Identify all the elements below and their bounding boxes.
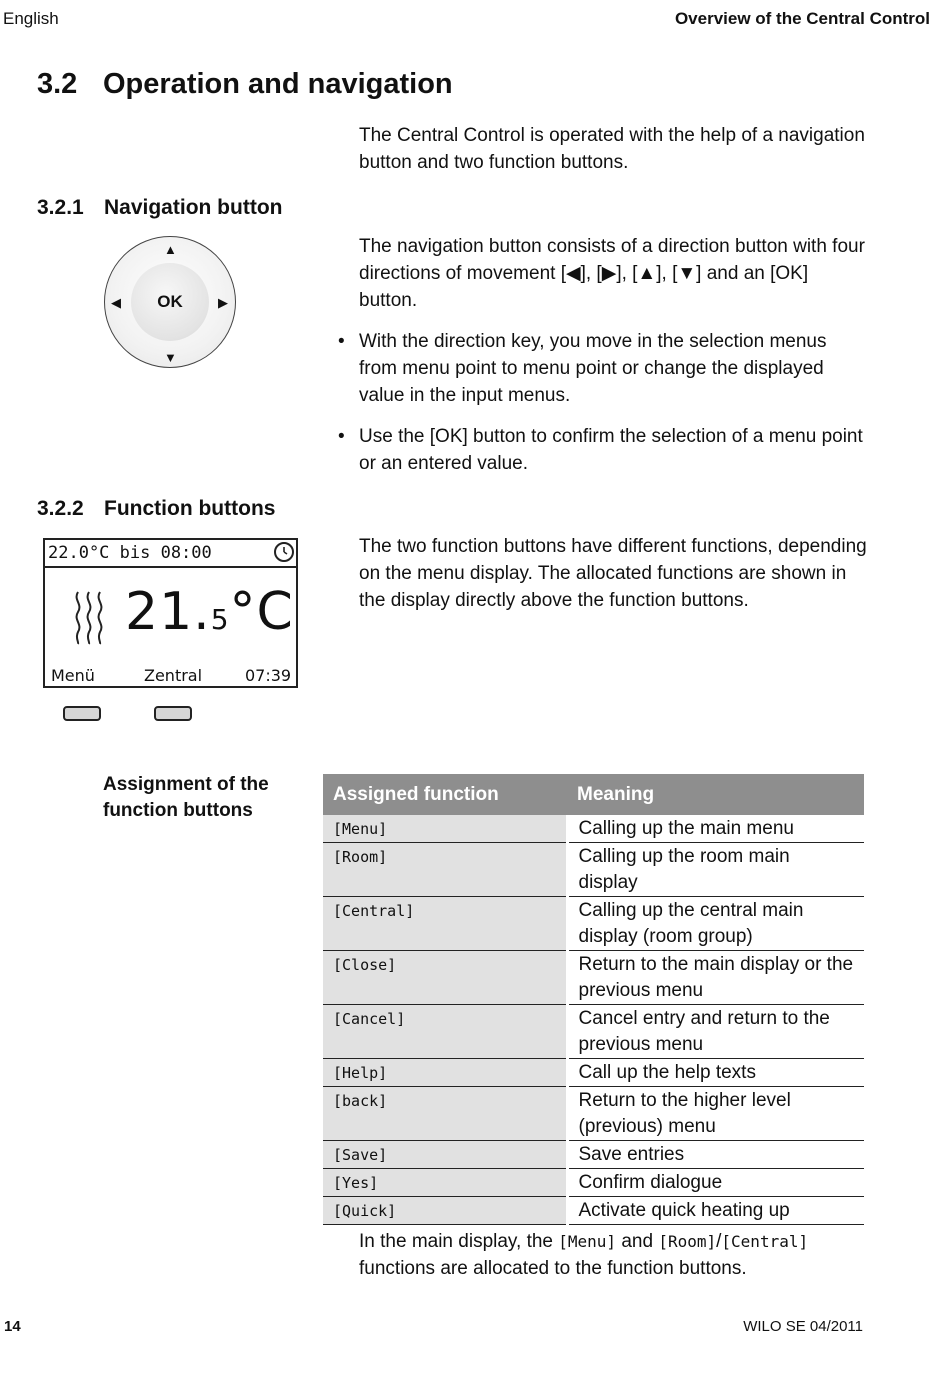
clock-hands xyxy=(276,544,292,560)
note-text: and xyxy=(616,1231,659,1252)
header-language: English xyxy=(3,9,59,28)
display-time: 07:39 xyxy=(245,666,292,685)
table-row xyxy=(323,843,864,897)
arrow-up-icon: ▲ xyxy=(164,242,177,257)
display-left-function: Menü xyxy=(51,666,95,685)
nav-section-number: 3.2.1 xyxy=(37,196,84,219)
meaning-cell: Cancel entry and return to the previous menu xyxy=(567,1005,864,1059)
function-cell: [Yes] xyxy=(333,1174,379,1192)
function-cell: [Save] xyxy=(333,1146,388,1164)
temp-unit: °C xyxy=(229,582,294,642)
function-cell: [back] xyxy=(333,1092,388,1110)
table-header-row xyxy=(323,774,864,815)
meaning-cell: Save entries xyxy=(567,1141,864,1169)
nav-description: The navigation button consists of a direction button with four directions of movement [◀], [▶], [▲], [▼] and an [OK] button. xyxy=(359,236,865,311)
function-button-left xyxy=(63,706,101,721)
table-header-function: Assigned function xyxy=(323,774,567,815)
temp-decimal: 5 xyxy=(210,603,230,636)
note-text: functions are allocated to the function buttons. xyxy=(359,1258,747,1279)
display-temperature xyxy=(125,582,294,642)
bullet-text: With the direction key, you move in the selection menus from menu point to menu point or change the displayed value in the input menus. xyxy=(359,331,827,406)
closing-note xyxy=(359,1228,869,1282)
nav-section-title-text: Navigation button xyxy=(104,196,283,219)
func-section-title-text: Function buttons xyxy=(104,497,276,520)
ok-label: OK xyxy=(157,292,183,311)
meaning-cell: Calling up the main menu xyxy=(567,815,864,843)
function-cell: [Menu] xyxy=(333,820,388,838)
arrow-down-icon: ▼ xyxy=(164,350,177,365)
section-intro: The Central Control is operated with the help of a navigation button and two function buttons. xyxy=(359,125,865,173)
table-row xyxy=(323,1169,864,1197)
page-number: 14 xyxy=(4,1318,21,1335)
section-number: 3.2 xyxy=(37,68,78,100)
meaning-cell: Calling up the central main display (room group) xyxy=(567,897,864,951)
clock-icon xyxy=(274,542,294,562)
ok-button-illustration xyxy=(131,263,209,341)
table-row xyxy=(323,1059,864,1087)
function-cell: [Room] xyxy=(333,848,388,866)
arrow-right-icon: ▶ xyxy=(218,295,228,310)
function-cell: [Central] xyxy=(333,902,415,920)
func-section-title xyxy=(37,497,275,521)
meaning-cell: Confirm dialogue xyxy=(567,1169,864,1197)
temp-main: 21. xyxy=(125,582,211,642)
function-button-right xyxy=(154,706,192,721)
note-central-code: [Central] xyxy=(721,1232,809,1251)
bullet-icon: • xyxy=(338,331,345,352)
arrow-left-icon: ◀ xyxy=(111,295,121,310)
func-description: The two function buttons have different functions, depending on the menu display. The allocated functions are shown in the display directly above the function buttons. xyxy=(359,536,867,611)
table-row xyxy=(323,897,864,951)
display-illustration xyxy=(43,538,298,688)
header-chapter: Overview of the Central Control xyxy=(674,9,930,28)
function-table xyxy=(323,774,864,1225)
note-text: In the main display, the xyxy=(359,1231,559,1252)
heating-icon xyxy=(73,590,107,646)
table-row xyxy=(323,1141,864,1169)
bullet-text: Use the [OK] button to confirm the selection of a menu point or an entered value. xyxy=(359,426,863,474)
function-cell: [Close] xyxy=(333,956,397,974)
note-room-code: [Room] xyxy=(658,1232,717,1251)
nav-bullet-1 xyxy=(338,328,868,409)
table-side-title: Assignment of the function buttons xyxy=(103,774,269,821)
display-setpoint: 22.0°C bis 08:00 xyxy=(48,543,212,563)
nav-section-title xyxy=(37,196,282,220)
func-section-number: 3.2.2 xyxy=(37,497,84,520)
section-title xyxy=(37,68,453,101)
function-cell: [Cancel] xyxy=(333,1010,406,1028)
section-title-text: Operation and navigation xyxy=(103,68,453,100)
table-row xyxy=(323,1005,864,1059)
table-row xyxy=(323,1087,864,1141)
nav-bullet-2 xyxy=(338,423,868,477)
table-header-meaning: Meaning xyxy=(567,774,864,815)
footer-publisher: WILO SE 04/2011 xyxy=(743,1318,863,1335)
note-menu-code: [Menu] xyxy=(558,1232,617,1251)
meaning-cell: Calling up the room main display xyxy=(567,843,864,897)
meaning-cell: Return to the main display or the previous menu xyxy=(567,951,864,1005)
table-row xyxy=(323,1197,864,1225)
display-center-function: Zentral xyxy=(144,666,203,685)
meaning-cell: Call up the help texts xyxy=(567,1059,864,1087)
function-cell: [Quick] xyxy=(333,1202,397,1220)
table-row xyxy=(323,815,864,843)
meaning-cell: Activate quick heating up xyxy=(567,1197,864,1225)
bullet-icon: • xyxy=(338,426,345,447)
function-cell: [Help] xyxy=(333,1064,388,1082)
table-row xyxy=(323,951,864,1005)
note-text: / xyxy=(716,1231,722,1252)
meaning-cell: Return to the higher level (previous) menu xyxy=(567,1087,864,1141)
